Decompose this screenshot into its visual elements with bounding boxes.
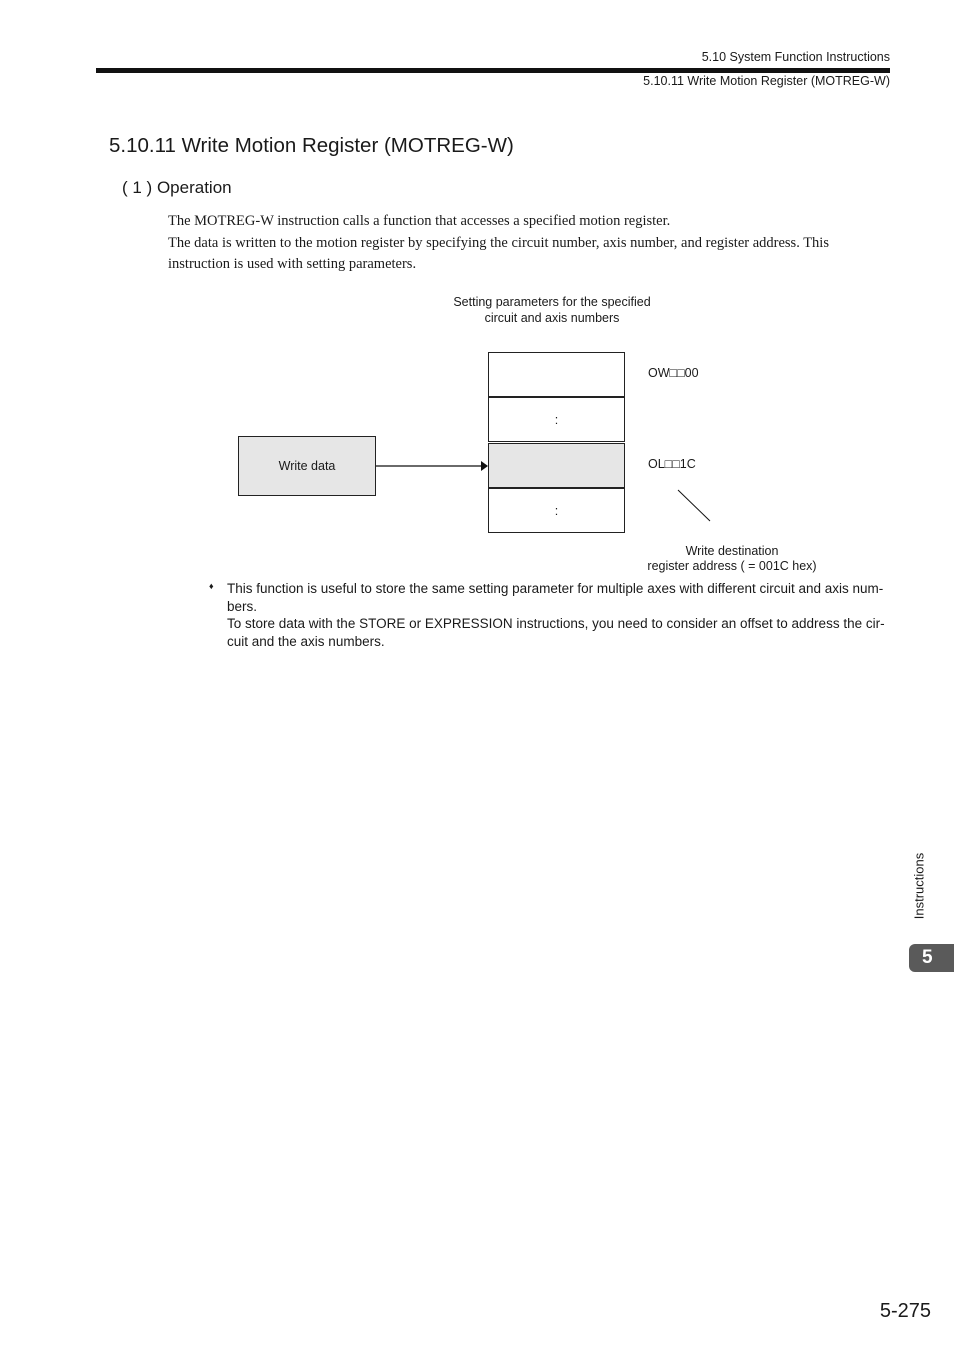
page-number: 5-275 (879, 1300, 931, 1322)
header-section: 5.10 System Function Instructions (701, 50, 890, 64)
diagram-caption-line: Setting parameters for the specified (453, 295, 651, 309)
ellipsis-mark: : (554, 412, 559, 427)
diagram-caption-line: circuit and axis numbers (484, 311, 620, 325)
page-title: 5.10.11 Write Motion Register (MOTREG-W) (109, 134, 514, 157)
bullet-line: To store data with the STORE or EXPRESSION instructions, you need to consider an offset to address the cir- (227, 616, 885, 631)
register-label-top: OW□□00 (648, 366, 699, 380)
side-tab-label (905, 848, 933, 924)
arrow-head-icon (481, 461, 488, 471)
chapter-tab (909, 944, 954, 972)
bullet-line: This function is useful to store the same setting parameter for multiple axes with different circuit and axis num- (227, 581, 884, 596)
bullet-line: bers. (227, 598, 258, 614)
header-subsection: 5.10.11 Write Motion Register (MOTREG-W) (643, 74, 890, 88)
destination-caption-line: register address ( = 001C hex) (647, 559, 817, 573)
destination-caption (640, 544, 824, 574)
bullet-line: cuit and the axis numbers. (227, 633, 385, 649)
side-tab-text: Instructions (911, 852, 927, 920)
ellipsis-mark: : (554, 503, 559, 518)
section-heading: ( 1 ) Operation (122, 178, 232, 197)
register-label-destination: OL□□1C (648, 457, 696, 471)
bullet-note (227, 580, 891, 650)
write-data-label: Write data (278, 459, 336, 473)
leader-line (678, 490, 710, 521)
chapter-number: 5 (922, 947, 933, 968)
intro-line: The MOTREG-W instruction calls a function that accesses a specified motion register. (168, 213, 671, 229)
intro-line: The data is written to the motion register by specifying the circuit number, axis number, and register address. This instruction is used with setting parameters. (168, 234, 829, 272)
destination-caption-line: Write destination (685, 544, 779, 558)
bullet-marker-icon: ♦ (209, 581, 214, 591)
